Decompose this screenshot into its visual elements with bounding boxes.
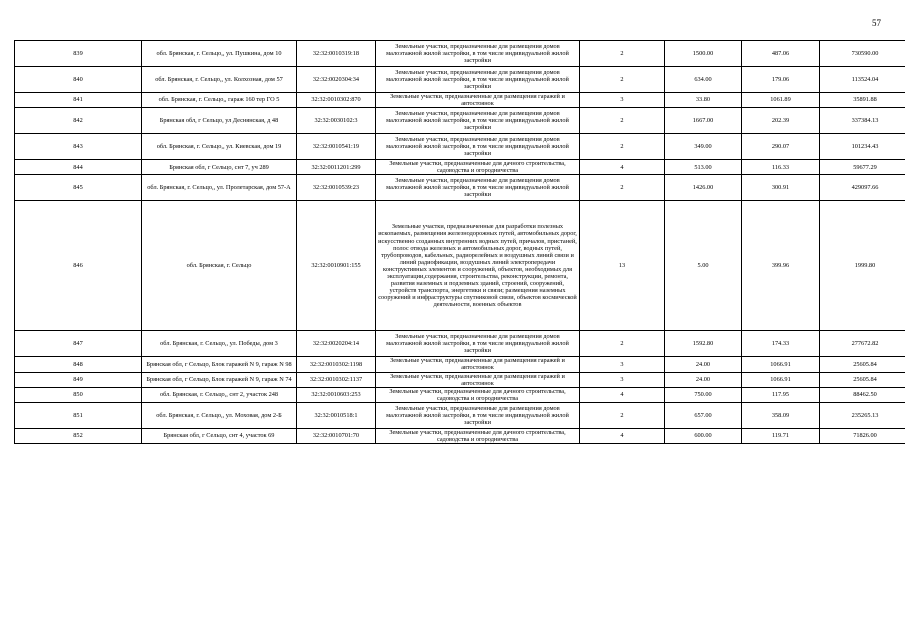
row-number: 847 xyxy=(15,331,142,357)
table-row xyxy=(15,428,905,443)
table-row xyxy=(15,372,905,387)
cadastral-number-cell: 32:32:0010319:18 xyxy=(297,41,376,67)
table-row xyxy=(15,41,905,67)
table-row xyxy=(15,67,905,93)
row-number: 852 xyxy=(15,428,142,443)
row-number: 849 xyxy=(15,372,142,387)
address-cell: обл. Брянская, г. Сельцо,, снт 2, участок 248 xyxy=(142,387,297,402)
area-cell: 513.00 xyxy=(665,160,742,175)
cadastral-value-cell: 25605.84 xyxy=(820,357,905,372)
address-cell: Брянская обл, г Сельцо, Блок гаражей N 9, гараж N 98 xyxy=(142,357,297,372)
specific-value-cell: 487.06 xyxy=(742,41,820,67)
land-use-cell: Земельные участки, предназначенные для разработки полезных ископаемых, размещения железнодорожных путей, автомобильных дорог, искусственно созданных внутренних водных путей, причалов, пристаней, полос отвода железных и автомобильных дорог, водных путей, трубопроводов, кабельных, радиорелейных и воздушных линий связи и линий радиофикации, воздушных линий электропередачи конструктивных элементов и сооружений, объектов, необходимых для эксплуатации,содержания, строительства, реконструкции, ремонта, развития наземных и подземных зданий, строений, сооружений, устройств транспорта, энергетики и связи; размещения наземных сооружений и инфраструктуры спутниковой связи, объектов космической деятельности, военных объектов xyxy=(376,201,580,331)
cadastral-value-cell: 730590.00 xyxy=(820,41,905,67)
area-cell: 33.80 xyxy=(665,93,742,108)
cadastral-number-cell: 32:32:0010541:19 xyxy=(297,134,376,160)
table-row xyxy=(15,201,905,331)
cadastral-number-cell: 32:32:0010901:155 xyxy=(297,201,376,331)
specific-value-cell: 116.33 xyxy=(742,160,820,175)
page-number: 57 xyxy=(872,18,881,28)
cadastral-value-cell: 88462.50 xyxy=(820,387,905,402)
table-row xyxy=(15,357,905,372)
area-cell: 634.00 xyxy=(665,67,742,93)
area-cell: 1592.80 xyxy=(665,331,742,357)
row-number: 843 xyxy=(15,134,142,160)
address-cell: Брянская обл, г Сельцо, снт 7, уч 289 xyxy=(142,160,297,175)
land-use-cell: Земельные участки, предназначенные для дачного строительства, садоводства и огородничества xyxy=(376,428,580,443)
land-use-cell: Земельные участки, предназначенные для размещения гаражей и автостоянок xyxy=(376,357,580,372)
area-cell: 5.00 xyxy=(665,201,742,331)
address-cell: обл. Брянская, г. Сельцо,, ул. Победы, дом 3 xyxy=(142,331,297,357)
specific-value-cell: 1066.91 xyxy=(742,357,820,372)
cadastral-value-cell: 59677.29 xyxy=(820,160,905,175)
address-cell: обл. Брянская, г. Сельцо,, гараж 160 тер ГО 5 xyxy=(142,93,297,108)
address-cell: обл. Брянская, г. Сельцо,, ул. Пушкина, дом 10 xyxy=(142,41,297,67)
land-use-cell: Земельные участки, предназначенные для размещения гаражей и автостоянок xyxy=(376,93,580,108)
land-use-cell: Земельные участки, предназначенные для размещения домов малоэтажной жилой застройки, в том числе индивидуальной жилой застройки xyxy=(376,108,580,134)
cadastral-number-cell: 32:32:0020204:14 xyxy=(297,331,376,357)
specific-value-cell: 399.96 xyxy=(742,201,820,331)
area-cell: 600.00 xyxy=(665,428,742,443)
row-number: 851 xyxy=(15,402,142,428)
land-use-cell: Земельные участки, предназначенные для дачного строительства, садоводства и огородничества xyxy=(376,387,580,402)
land-use-cell: Земельные участки, предназначенные для размещения гаражей и автостоянок xyxy=(376,372,580,387)
area-cell: 657.00 xyxy=(665,402,742,428)
address-cell: обл. Брянская, г. Сельцо xyxy=(142,201,297,331)
address-cell: Брянская обл, г Сельцо, Блок гаражей N 9, гараж N 74 xyxy=(142,372,297,387)
address-cell: Брянская обл, г Сельцо, ул Деснянская, д 48 xyxy=(142,108,297,134)
cadastral-value-cell: 25605.84 xyxy=(820,372,905,387)
specific-value-cell: 290.07 xyxy=(742,134,820,160)
cadastral-number-cell: 32:32:0010518:1 xyxy=(297,402,376,428)
cadastral-value-cell: 1999.80 xyxy=(820,201,905,331)
cadastral-value-cell: 101234.43 xyxy=(820,134,905,160)
row-number: 842 xyxy=(15,108,142,134)
specific-value-cell: 358.09 xyxy=(742,402,820,428)
cadastral-number-cell: 32:32:0011201:299 xyxy=(297,160,376,175)
cadastral-number-cell: 32:32:0010302:870 xyxy=(297,93,376,108)
table-row xyxy=(15,331,905,357)
use-group-cell: 2 xyxy=(580,402,665,428)
address-cell: обл. Брянская, г. Сельцо,, ул. Моховая, дом 2-Б xyxy=(142,402,297,428)
land-use-cell: Земельные участки, предназначенные для размещения домов малоэтажной жилой застройки, в том числе индивидуальной жилой застройки xyxy=(376,331,580,357)
address-cell: обл. Брянская, г. Сельцо,, ул. Пролетарская, дом 57-А xyxy=(142,175,297,201)
cadastral-number-cell: 32:32:0010302:1137 xyxy=(297,372,376,387)
row-number: 840 xyxy=(15,67,142,93)
land-use-cell: Земельные участки, предназначенные для дачного строительства, садоводства и огородничества xyxy=(376,160,580,175)
land-use-cell: Земельные участки, предназначенные для размещения домов малоэтажной жилой застройки, в том числе индивидуальной жилой застройки xyxy=(376,175,580,201)
cadastral-number-cell: 32:32:0010302:1198 xyxy=(297,357,376,372)
use-group-cell: 3 xyxy=(580,372,665,387)
cadastral-value-cell: 337384.13 xyxy=(820,108,905,134)
land-use-cell: Земельные участки, предназначенные для размещения домов малоэтажной жилой застройки, в том числе индивидуальной жилой застройки xyxy=(376,402,580,428)
row-number: 841 xyxy=(15,93,142,108)
area-cell: 24.00 xyxy=(665,357,742,372)
cadastral-number-cell: 32:32:0010603:253 xyxy=(297,387,376,402)
use-group-cell: 13 xyxy=(580,201,665,331)
cadastral-number-cell: 32:32:0030102:3 xyxy=(297,108,376,134)
address-cell: обл. Брянская, г. Сельцо,, ул. Колхозная, дом 57 xyxy=(142,67,297,93)
table-row xyxy=(15,93,905,108)
table-row xyxy=(15,387,905,402)
area-cell: 750.00 xyxy=(665,387,742,402)
use-group-cell: 2 xyxy=(580,41,665,67)
cadastral-value-table xyxy=(14,40,905,444)
specific-value-cell: 174.33 xyxy=(742,331,820,357)
row-number: 845 xyxy=(15,175,142,201)
specific-value-cell: 1061.89 xyxy=(742,93,820,108)
cadastral-value-cell: 35891.88 xyxy=(820,93,905,108)
cadastral-value-cell: 277672.82 xyxy=(820,331,905,357)
table-body xyxy=(15,41,905,444)
cadastral-number-cell: 32:32:0010701:70 xyxy=(297,428,376,443)
table-row xyxy=(15,108,905,134)
use-group-cell: 4 xyxy=(580,160,665,175)
row-number: 846 xyxy=(15,201,142,331)
cadastral-value-cell: 235265.13 xyxy=(820,402,905,428)
land-use-cell: Земельные участки, предназначенные для размещения домов малоэтажной жилой застройки, в том числе индивидуальной жилой застройки xyxy=(376,67,580,93)
row-number: 848 xyxy=(15,357,142,372)
table-row xyxy=(15,175,905,201)
row-number: 850 xyxy=(15,387,142,402)
area-cell: 1426.00 xyxy=(665,175,742,201)
use-group-cell: 3 xyxy=(580,357,665,372)
table-row xyxy=(15,402,905,428)
use-group-cell: 3 xyxy=(580,93,665,108)
specific-value-cell: 117.95 xyxy=(742,387,820,402)
specific-value-cell: 119.71 xyxy=(742,428,820,443)
use-group-cell: 4 xyxy=(580,428,665,443)
use-group-cell: 2 xyxy=(580,67,665,93)
use-group-cell: 2 xyxy=(580,108,665,134)
cadastral-number-cell: 32:32:0010539:23 xyxy=(297,175,376,201)
cadastral-value-cell: 113524.04 xyxy=(820,67,905,93)
address-cell: Брянская обл, г Сельцо, снт 4, участок 69 xyxy=(142,428,297,443)
cadastral-value-cell: 71826.00 xyxy=(820,428,905,443)
use-group-cell: 4 xyxy=(580,387,665,402)
row-number: 844 xyxy=(15,160,142,175)
use-group-cell: 2 xyxy=(580,175,665,201)
land-use-cell: Земельные участки, предназначенные для размещения домов малоэтажной жилой застройки, в том числе индивидуальной жилой застройки xyxy=(376,134,580,160)
table-row xyxy=(15,134,905,160)
row-number: 839 xyxy=(15,41,142,67)
specific-value-cell: 1066.91 xyxy=(742,372,820,387)
land-use-cell: Земельные участки, предназначенные для размещения домов малоэтажной жилой застройки, в том числе индивидуальной жилой застройки xyxy=(376,41,580,67)
table-row xyxy=(15,160,905,175)
specific-value-cell: 300.91 xyxy=(742,175,820,201)
use-group-cell: 2 xyxy=(580,331,665,357)
area-cell: 1500.00 xyxy=(665,41,742,67)
use-group-cell: 2 xyxy=(580,134,665,160)
cadastral-value-cell: 429097.66 xyxy=(820,175,905,201)
specific-value-cell: 179.06 xyxy=(742,67,820,93)
area-cell: 349.00 xyxy=(665,134,742,160)
address-cell: обл. Брянская, г. Сельцо,, ул. Киевская, дом 19 xyxy=(142,134,297,160)
area-cell: 1667.00 xyxy=(665,108,742,134)
specific-value-cell: 202.39 xyxy=(742,108,820,134)
area-cell: 24.00 xyxy=(665,372,742,387)
cadastral-number-cell: 32:32:0020304:34 xyxy=(297,67,376,93)
